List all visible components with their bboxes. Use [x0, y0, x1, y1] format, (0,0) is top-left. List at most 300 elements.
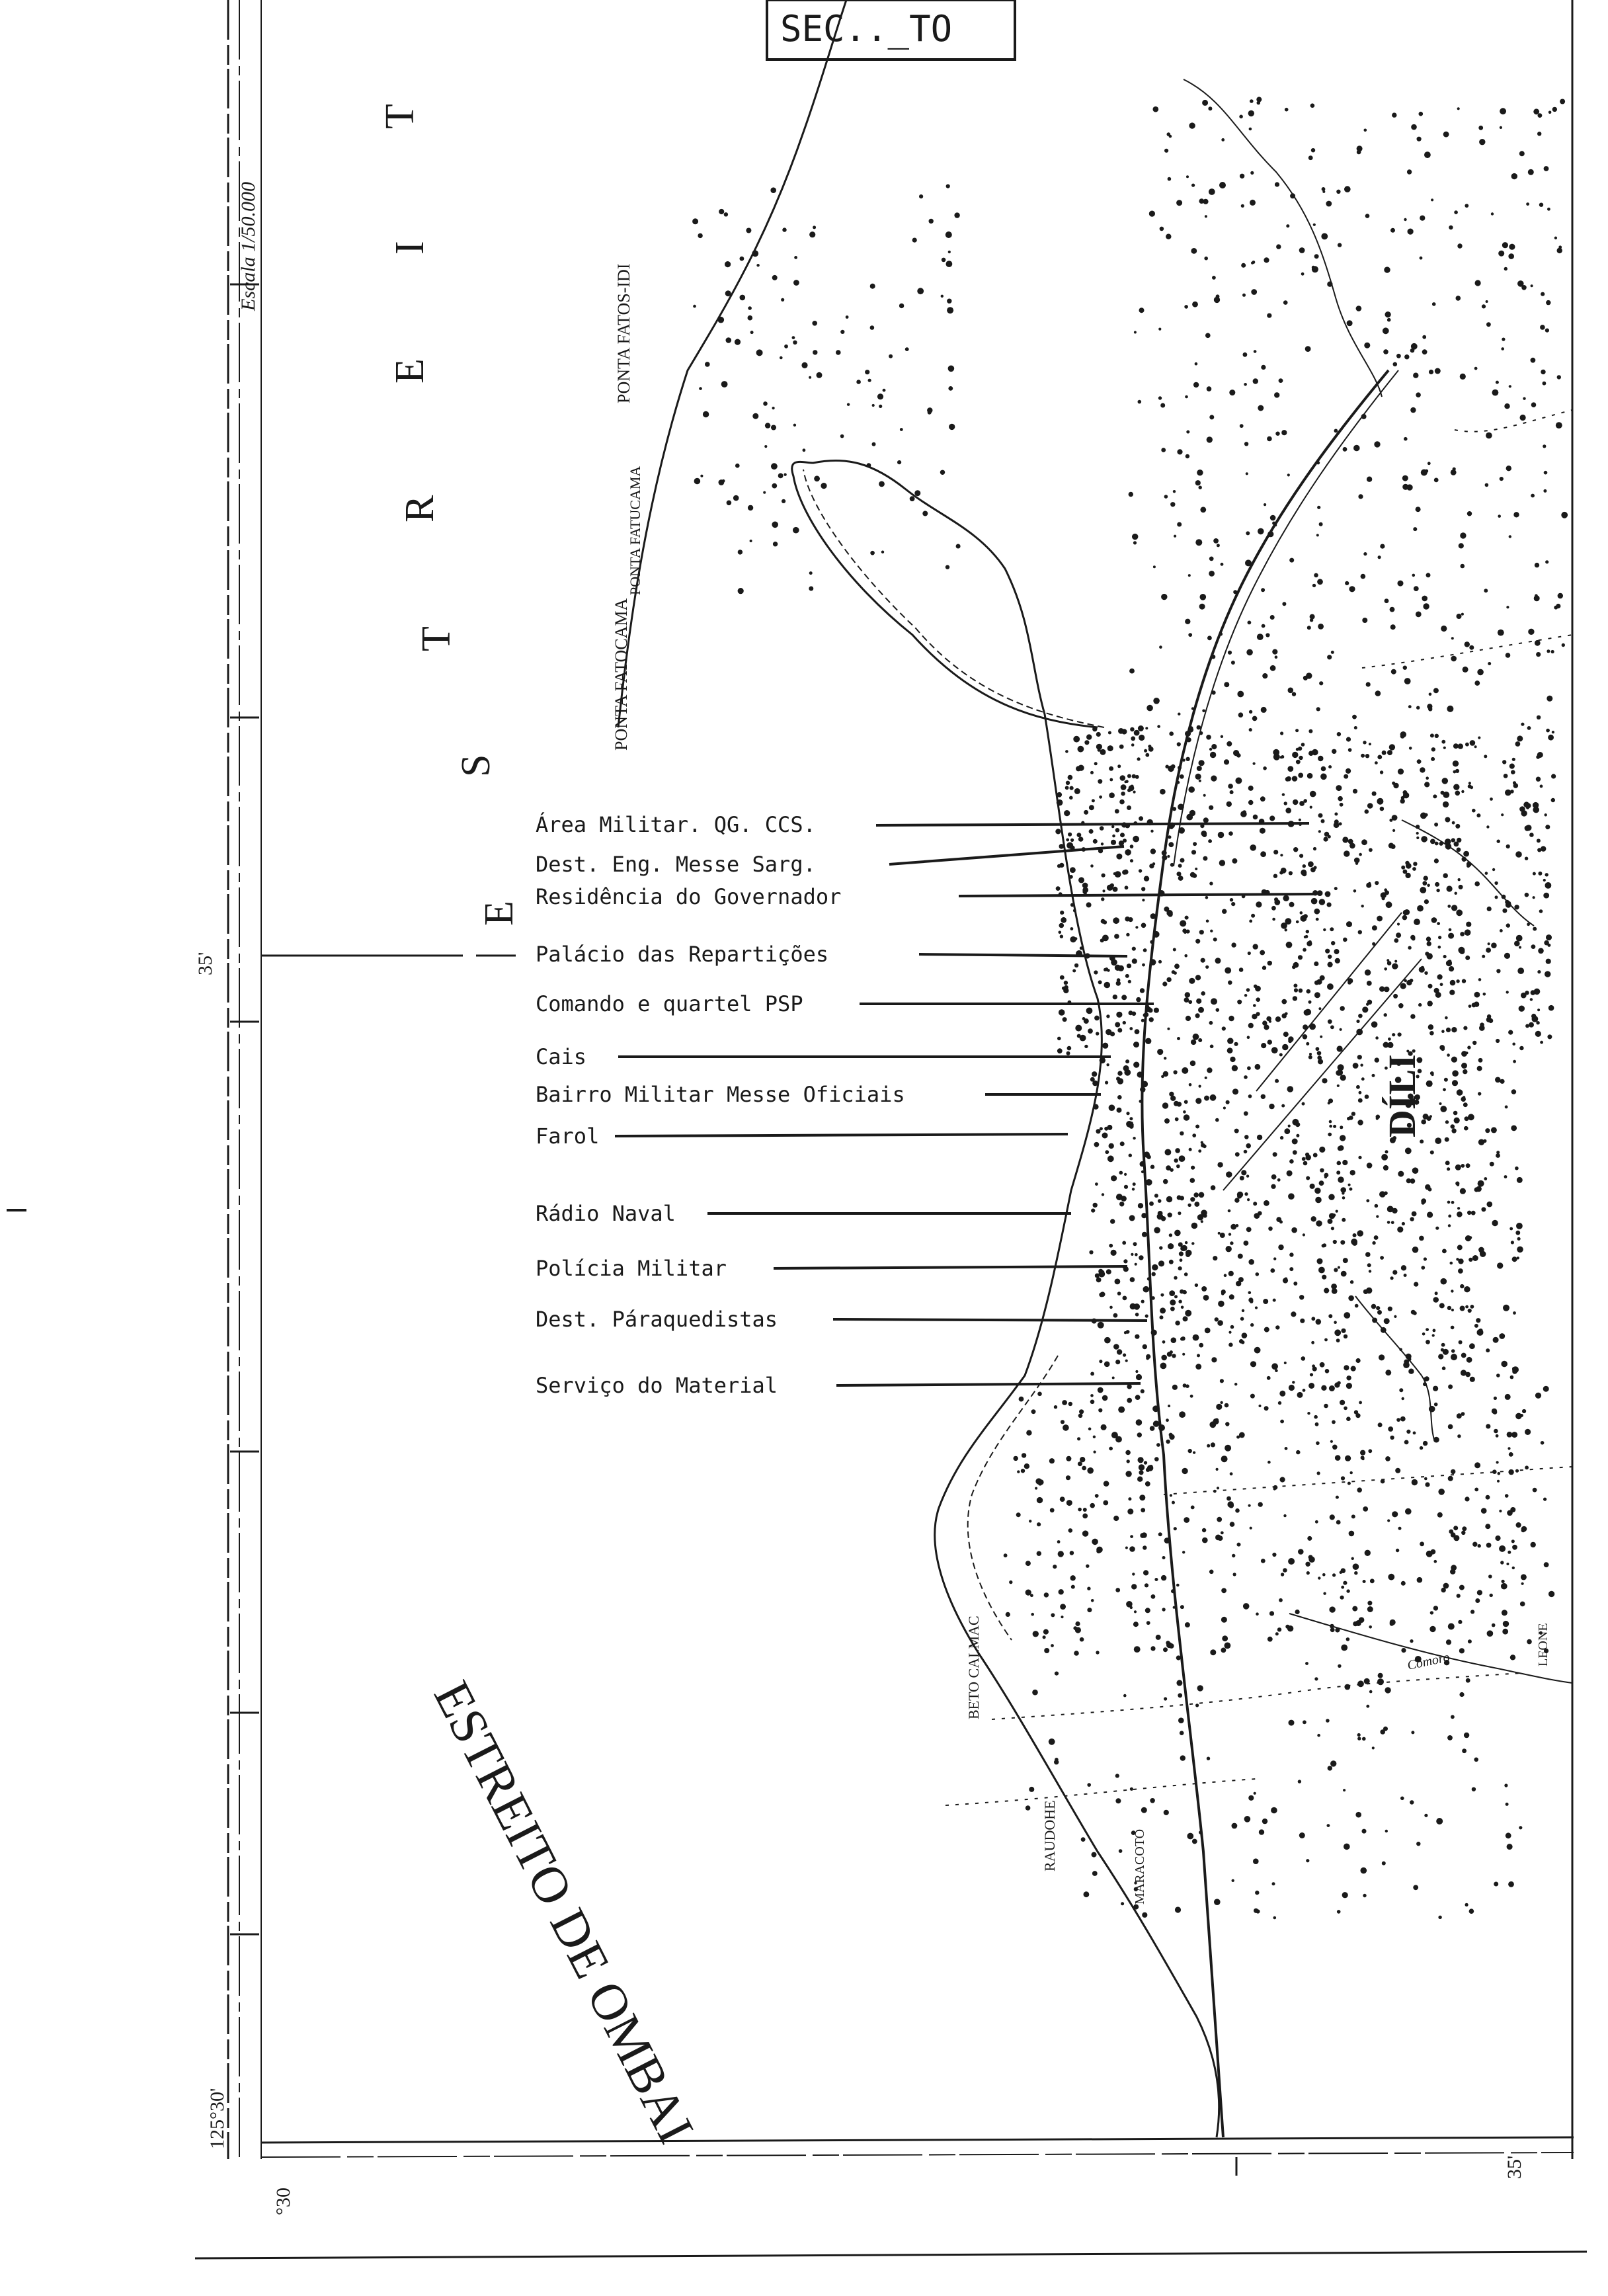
building-dot: [1483, 993, 1486, 996]
building-dot: [1344, 1312, 1350, 1319]
building-dot: [1395, 1468, 1400, 1473]
building-dot: [1141, 1508, 1145, 1512]
building-dot: [1070, 936, 1076, 942]
building-dot: [1186, 930, 1189, 934]
building-dot: [1211, 1185, 1216, 1190]
building-dot: [1109, 778, 1113, 782]
building-dot: [1307, 773, 1313, 779]
building-dot: [1468, 1114, 1474, 1120]
building-dot: [1343, 447, 1347, 452]
building-dot: [1344, 774, 1348, 779]
building-dot: [1209, 748, 1212, 751]
building-dot: [1322, 1275, 1326, 1280]
building-dot: [1224, 682, 1229, 687]
building-dot: [1180, 774, 1184, 779]
building-dot: [1234, 1198, 1239, 1202]
building-dot: [1283, 895, 1289, 901]
building-dot: [1420, 216, 1425, 221]
building-dot: [1413, 1311, 1417, 1315]
building-dot: [1239, 115, 1243, 119]
building-dot: [1369, 1270, 1371, 1272]
building-dot: [1442, 1366, 1446, 1370]
building-dot: [1055, 829, 1061, 834]
building-dot: [1111, 825, 1114, 828]
building-dot: [1362, 1829, 1367, 1834]
building-dot: [1137, 1071, 1143, 1077]
building-dot: [1461, 1531, 1465, 1535]
building-dot: [1488, 662, 1491, 665]
building-dot: [1250, 1394, 1255, 1399]
building-dot: [1195, 774, 1201, 780]
building-dot: [1365, 1252, 1371, 1257]
building-dot: [1539, 909, 1543, 913]
building-dot: [1088, 1028, 1093, 1034]
building-dot: [1434, 1560, 1437, 1563]
building-dot: [1237, 1194, 1242, 1199]
building-dot: [1129, 1010, 1133, 1015]
building-dot: [1533, 872, 1536, 876]
building-dot: [1253, 944, 1258, 949]
building-dot: [1158, 396, 1162, 399]
building-dot: [1228, 1210, 1231, 1213]
building-dot: [1340, 1126, 1343, 1129]
building-dot: [1508, 1469, 1513, 1475]
building-dot: [1250, 1527, 1252, 1530]
building-dot: [1369, 743, 1371, 745]
building-dot: [1172, 970, 1176, 974]
building-dot: [1158, 1199, 1162, 1203]
building-dot: [1173, 948, 1176, 952]
building-dot: [1272, 1553, 1276, 1557]
building-dot: [1316, 918, 1319, 921]
building-dot: [1289, 1385, 1295, 1391]
building-dot: [1225, 1403, 1229, 1408]
building-dot: [1106, 1269, 1111, 1274]
building-dot: [1457, 243, 1462, 248]
building-dot: [1330, 1624, 1334, 1629]
building-dot: [1461, 1353, 1467, 1358]
building-dot: [813, 226, 816, 229]
building-dot: [1104, 1362, 1110, 1368]
building-dot: [1431, 198, 1433, 201]
building-dot: [1427, 953, 1433, 959]
building-dot: [1313, 847, 1316, 850]
building-dot: [1145, 1481, 1150, 1487]
building-dot: [1280, 1420, 1284, 1424]
legend: [536, 812, 905, 1398]
building-dot: [1162, 981, 1167, 986]
building-dot: [1501, 1361, 1508, 1368]
building-dot: [1360, 1450, 1365, 1456]
building-dot: [946, 261, 953, 267]
building-dot: [1410, 407, 1416, 413]
map-frame: [195, 0, 1587, 2258]
building-dot: [1543, 1498, 1547, 1501]
building-dot: [1498, 251, 1504, 257]
building-dot: [1441, 1343, 1445, 1347]
building-dot: [1366, 1705, 1369, 1708]
building-dot: [1398, 768, 1404, 774]
building-dot: [1058, 1551, 1064, 1557]
building-dot: [1404, 678, 1411, 684]
building-dot: [1161, 1355, 1167, 1361]
building-dot: [1508, 1030, 1513, 1035]
building-dot: [1130, 1277, 1135, 1282]
building-dot: [1250, 171, 1254, 175]
building-dot: [1497, 840, 1500, 843]
building-dot: [1132, 947, 1136, 951]
building-dot: [1176, 200, 1182, 206]
building-dot: [1375, 690, 1381, 696]
building-dot: [1059, 1009, 1065, 1016]
building-dot: [1125, 1547, 1128, 1549]
building-dot: [1246, 1143, 1251, 1149]
building-dot: [1330, 927, 1334, 931]
building-dot: [1232, 1554, 1235, 1557]
building-dot: [1198, 1149, 1201, 1153]
building-dot: [1278, 1245, 1283, 1250]
building-dot: [1191, 707, 1194, 710]
building-dot: [1467, 864, 1470, 868]
building-dot: [1381, 892, 1387, 898]
building-dot: [1352, 1606, 1357, 1612]
building-dot: [1351, 1514, 1355, 1518]
building-dot: [1488, 1018, 1493, 1023]
building-dot: [1273, 1916, 1277, 1920]
building-dot: [1507, 1844, 1513, 1850]
building-dot: [1152, 1405, 1159, 1412]
building-dot: [1306, 1042, 1309, 1046]
building-dot: [1115, 965, 1121, 971]
building-dot: [752, 251, 758, 257]
building-dot: [1388, 1038, 1391, 1041]
building-dot: [1244, 1075, 1248, 1079]
building-dot: [1324, 1176, 1327, 1178]
building-dot: [912, 238, 917, 243]
building-dot: [1430, 1611, 1433, 1614]
building-dot: [1353, 445, 1360, 452]
building-dot: [1332, 1288, 1338, 1294]
building-dot: [1422, 1201, 1425, 1204]
building-dot: [1468, 1004, 1472, 1008]
building-dot: [1384, 1013, 1387, 1016]
building-dot: [1330, 1025, 1334, 1029]
building-dot: [1096, 744, 1102, 750]
building-dot: [1490, 1162, 1494, 1167]
building-dot: [1423, 603, 1429, 609]
building-dot: [1300, 1319, 1305, 1323]
building-dot: [1385, 1687, 1390, 1693]
building-dot: [1363, 1506, 1368, 1512]
building-dot: [1143, 1570, 1148, 1575]
building-dot: [1465, 1051, 1468, 1054]
building-dot: [1180, 1605, 1184, 1609]
building-dot: [1073, 1626, 1077, 1630]
building-dot: [1475, 280, 1481, 286]
building-dot: [1284, 801, 1287, 805]
building-dot: [1179, 1411, 1186, 1418]
building-dot: [1306, 1176, 1310, 1180]
building-dot: [1315, 1520, 1318, 1524]
building-dot: [1331, 651, 1334, 654]
building-dot: [1111, 840, 1116, 845]
building-dot: [1195, 1364, 1201, 1370]
building-dot: [1547, 1034, 1552, 1039]
building-dot: [1457, 107, 1460, 110]
rivers: [1184, 79, 1572, 1683]
building-dot: [1093, 1436, 1096, 1438]
building-dot: [1436, 1818, 1443, 1824]
building-dot: [1169, 135, 1172, 138]
building-dot: [1153, 931, 1160, 938]
building-dot: [1216, 1468, 1219, 1471]
building-dot: [1344, 1844, 1350, 1850]
building-dot: [1430, 733, 1434, 737]
building-dot: [1249, 728, 1252, 731]
building-dot: [948, 366, 955, 372]
building-dot: [1343, 1789, 1346, 1791]
building-dot: [1160, 1293, 1164, 1297]
building-dot: [1543, 489, 1547, 493]
building-dot: [1282, 793, 1285, 796]
building-dot: [1336, 1496, 1339, 1499]
building-dot: [1359, 853, 1362, 856]
classification-stamp: [767, 0, 1015, 60]
building-dot: [1115, 1588, 1120, 1592]
building-dot: [1439, 1102, 1442, 1105]
building-dot: [792, 336, 795, 339]
building-dot: [1378, 1422, 1383, 1427]
building-dot: [1493, 1410, 1498, 1414]
building-dot: [1316, 1047, 1320, 1051]
building-dot: [1369, 1625, 1372, 1629]
building-dot: [1431, 747, 1435, 751]
building-dot: [1366, 1199, 1369, 1202]
building-dot: [1401, 1648, 1406, 1653]
building-dot: [821, 483, 826, 489]
building-dot: [1232, 858, 1237, 864]
building-dot: [1133, 1242, 1137, 1246]
building-dot: [1446, 1028, 1451, 1032]
building-dot: [1321, 819, 1325, 823]
building-dot: [1224, 759, 1229, 764]
building-dot: [1388, 1574, 1394, 1580]
building-dot: [1276, 244, 1281, 249]
building-dot: [1273, 1299, 1276, 1302]
building-dot: [1284, 1128, 1290, 1134]
building-dot: [1318, 1577, 1320, 1579]
building-dot: [1328, 1314, 1332, 1318]
building-dot: [1254, 1347, 1261, 1354]
legend-item-palacio: Palácio das Repartições: [536, 942, 829, 967]
building-dot: [1346, 1589, 1349, 1592]
building-dot: [1327, 983, 1334, 990]
building-dot: [1361, 905, 1364, 907]
building-dot: [1455, 892, 1457, 895]
building-dot: [1135, 1334, 1139, 1339]
building-dot: [1353, 1621, 1358, 1627]
building-dot: [1520, 1414, 1523, 1417]
building-dot: [1308, 1055, 1312, 1059]
building-dot: [1094, 762, 1098, 765]
legend-item-cais: Cais: [536, 1044, 587, 1069]
building-dot: [1319, 1147, 1325, 1153]
building-dot: [1139, 869, 1142, 872]
building-dot: [1407, 169, 1412, 174]
building-dot: [1032, 1690, 1038, 1696]
building-dot: [1370, 1578, 1375, 1583]
building-dot: [1217, 1162, 1223, 1167]
building-dot: [1141, 1213, 1146, 1218]
building-dot: [1181, 1336, 1185, 1340]
building-dot: [1186, 814, 1193, 821]
building-dot: [1123, 1021, 1126, 1024]
building-dot: [1452, 821, 1455, 825]
building-dot: [1094, 1142, 1100, 1147]
building-dot: [1390, 844, 1395, 849]
building-dot: [1506, 1803, 1509, 1806]
building-dot: [1177, 1195, 1182, 1200]
building-dot: [1182, 1353, 1185, 1356]
building-dot: [1102, 874, 1106, 878]
building-dot: [1215, 958, 1221, 964]
building-dot: [1485, 872, 1488, 875]
building-dot: [1400, 1416, 1406, 1422]
scale-note: Escala 1/50.000: [237, 182, 259, 311]
building-dot: [1230, 1241, 1233, 1245]
building-dot: [1101, 842, 1104, 845]
building-dot: [1485, 483, 1489, 487]
building-dot: [1528, 169, 1534, 175]
building-dot: [1078, 746, 1084, 753]
building-dot: [1137, 1477, 1143, 1482]
building-dot: [1401, 796, 1405, 800]
legend-item-dest-paraquedistas: Dest. Páraquedistas: [536, 1307, 778, 1332]
building-dot: [1063, 1017, 1067, 1022]
building-dot: [1186, 430, 1189, 434]
building-dot: [1508, 1881, 1514, 1887]
building-dot: [1514, 905, 1519, 909]
building-dot: [1140, 1086, 1145, 1092]
building-dot: [1141, 1807, 1147, 1813]
building-dot: [1342, 1196, 1346, 1200]
building-dot: [1310, 1184, 1315, 1189]
building-dot: [1386, 901, 1392, 908]
building-dot: [756, 264, 759, 266]
building-dot: [1207, 636, 1212, 640]
building-dot: [1119, 1171, 1123, 1175]
building-dot: [1455, 1165, 1461, 1170]
building-dot: [1330, 1760, 1336, 1766]
building-dot: [1230, 898, 1233, 901]
building-dot: [1210, 1094, 1217, 1101]
building-dot: [1543, 444, 1546, 448]
building-dot: [1090, 1503, 1095, 1508]
building-dot: [1449, 966, 1454, 971]
building-dot: [1166, 1440, 1170, 1444]
building-dot: [1457, 838, 1461, 842]
building-dot: [1303, 948, 1306, 952]
building-dot: [1068, 1402, 1072, 1406]
building-dot: [1445, 1120, 1449, 1124]
building-dot: [1299, 989, 1303, 993]
building-dot: [1135, 1029, 1140, 1034]
building-dot: [1341, 1568, 1346, 1573]
building-dot: [1328, 1766, 1332, 1770]
building-dot: [1250, 200, 1256, 206]
building-dot: [1545, 813, 1547, 816]
building-dot: [1441, 626, 1447, 632]
building-dot: [1494, 1397, 1497, 1400]
building-dot: [1314, 1677, 1318, 1680]
building-dot: [1304, 936, 1306, 938]
building-dot: [1302, 1102, 1305, 1106]
building-dot: [1439, 1303, 1445, 1308]
building-dot: [1151, 1296, 1155, 1300]
building-dot: [1372, 1746, 1375, 1749]
building-dot: [1222, 1635, 1228, 1641]
building-dot: [1262, 965, 1266, 969]
building-dot: [1289, 1720, 1295, 1726]
building-dot: [1468, 1309, 1472, 1313]
building-dot: [1337, 1085, 1340, 1087]
building-dot: [1129, 1117, 1133, 1120]
building-dot: [1310, 806, 1312, 809]
building-dot: [809, 587, 813, 591]
building-dot: [1422, 349, 1427, 354]
building-dot: [1220, 1401, 1223, 1404]
building-dot: [1556, 604, 1560, 608]
building-dot: [1248, 110, 1254, 116]
building-dot: [1310, 1373, 1313, 1376]
building-dot: [1256, 1612, 1259, 1616]
building-dot: [1318, 756, 1323, 761]
building-dot: [1202, 1528, 1206, 1532]
building-dot: [1328, 955, 1332, 959]
building-dot: [1441, 1047, 1445, 1051]
building-dot: [1084, 1045, 1088, 1048]
building-dot: [1410, 1014, 1415, 1018]
building-dot: [1392, 1033, 1395, 1036]
building-dot: [1096, 1549, 1101, 1553]
building-dot: [1145, 753, 1149, 757]
building-dot: [1391, 669, 1396, 675]
building-dot: [1279, 1220, 1283, 1223]
building-dot: [1330, 1440, 1333, 1443]
building-dot: [1146, 1179, 1152, 1186]
building-dot: [1025, 1805, 1031, 1811]
building-dot: [949, 424, 955, 430]
building-dot: [1510, 1507, 1515, 1512]
building-dot: [1258, 1211, 1262, 1215]
building-dot: [1334, 1329, 1341, 1336]
building-dot: [1413, 1885, 1418, 1890]
building-dot: [1194, 1202, 1199, 1207]
building-dot: [1280, 731, 1283, 735]
building-dot: [1522, 1409, 1526, 1413]
building-dot: [1402, 484, 1408, 490]
building-dot: [1492, 390, 1499, 396]
building-dot: [693, 305, 696, 308]
building-dot: [1324, 1338, 1328, 1342]
building-dot: [1295, 729, 1299, 732]
building-dot: [763, 401, 768, 406]
building-dot: [1272, 522, 1275, 525]
building-dot: [1091, 1209, 1095, 1213]
building-dot: [1049, 1739, 1055, 1745]
building-dot: [1250, 844, 1256, 851]
building-dot: [922, 511, 928, 516]
